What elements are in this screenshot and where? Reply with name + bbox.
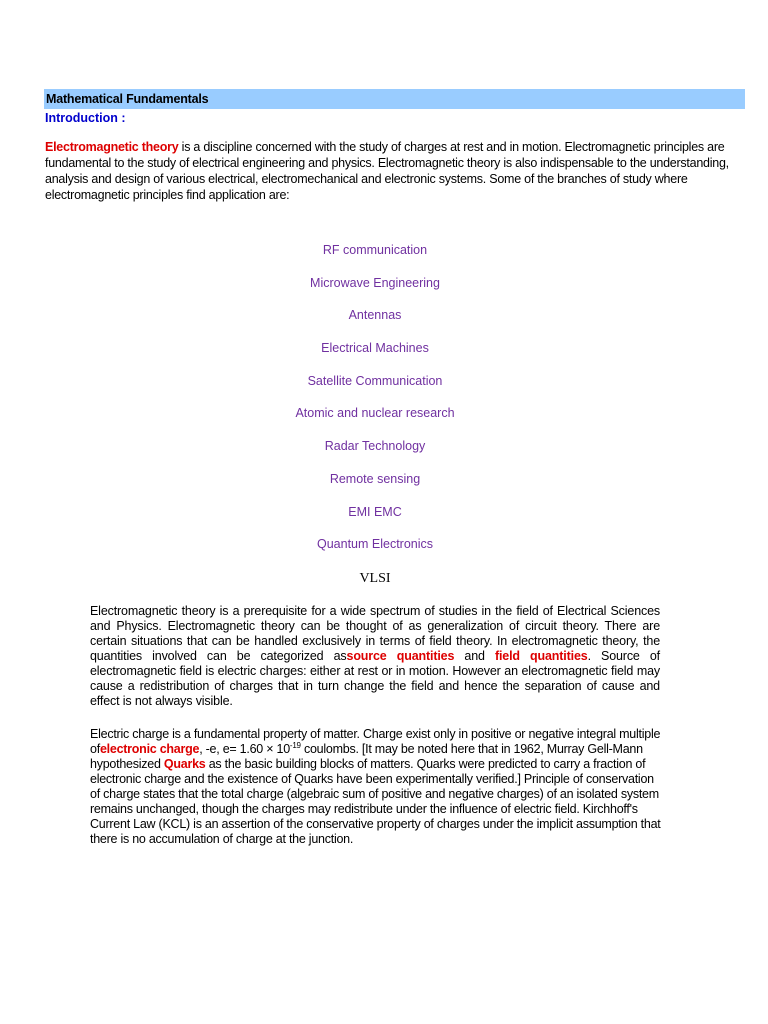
list-item-vlsi: VLSI — [359, 571, 391, 586]
list-item: Remote sensing — [329, 471, 421, 486]
list-item: Quantum Electronics — [316, 537, 434, 552]
paragraph-text: and — [454, 649, 495, 663]
list-item: Radar Technology — [324, 439, 426, 454]
body-paragraph — [90, 604, 660, 709]
application-list — [0, 241, 750, 568]
paragraph-text: , -e, e= 1.60 × 10 — [199, 742, 290, 756]
exponent: -19 — [289, 740, 301, 750]
paragraph-text: Electric charge is a fundamental property of matter. Charge exist only in positive or negative integral multiple of — [90, 727, 661, 756]
highlighted-term: Electromagnetic theory — [45, 140, 179, 154]
paragraph-text: Electromagnetic theory is a prerequisite for a wide spectrum of studies in the field of Electrical Sciences and Physics. Electromagnetic theory can be thought of as generalization of circuit theory. There are certain situations that can be handled exclusively in terms of field theory. In electromagnetic theory, the quantities involved can be categorized as — [90, 604, 660, 663]
section-heading: Introduction : — [45, 111, 126, 125]
highlighted-term: source quantities — [346, 649, 455, 663]
list-item: Atomic and nuclear research — [295, 406, 455, 421]
list-item: Electrical Machines — [321, 341, 429, 356]
highlighted-term: Quarks — [163, 757, 206, 771]
highlighted-term: field quantities — [494, 649, 588, 663]
list-item: Antennas — [348, 308, 402, 323]
list-item: EMI EMC — [348, 504, 402, 519]
page-title: Mathematical Fundamentals — [44, 89, 745, 109]
paragraph-text: as the basic building blocks of matters. Quarks were predicted to carry a fraction of electronic charge and the existence of Quarks have been experimentally verified.] Principle of conservation of charge states that the total charge (algebraic sum of positive and negative charges) of an isolated system remains unchanged, though the charges may redistribute under the influence of electric field. Kirchhoff's Current Law (KCL) is an assertion of the conservative property of charges under the implicit assumption that there is no accumulation of charge at the junction. — [90, 757, 661, 846]
intro-paragraph — [45, 139, 745, 203]
list-item: Satellite Communication — [307, 373, 443, 388]
paragraph-text: is a discipline concerned with the study of charges at rest and in motion. Electromagnetic principles are fundamental to the study of electrical engineering and physics. Electromagnetic theory is also indispensable to the understanding, analysis and design of various electrical, electromechanical and electronic systems. Some of the branches of study where electromagnetic principles find application are: — [45, 140, 729, 202]
list-item: Microwave Engineering — [310, 275, 440, 290]
paragraph-text: . Source of electromagnetic field is electric charges: either at rest or in motion. However an electromagnetic field may cause a redistribution of charges that in turn change the field and hence the separation of cause and effect is not always visible. — [90, 649, 660, 708]
highlighted-term: electronic charge — [99, 742, 200, 756]
paragraph-text: coulombs. [It may be noted here that in 1962, Murray Gell-Mann hypothesized — [90, 742, 643, 771]
body-paragraph — [90, 727, 665, 847]
list-item: RF communication — [322, 243, 428, 257]
